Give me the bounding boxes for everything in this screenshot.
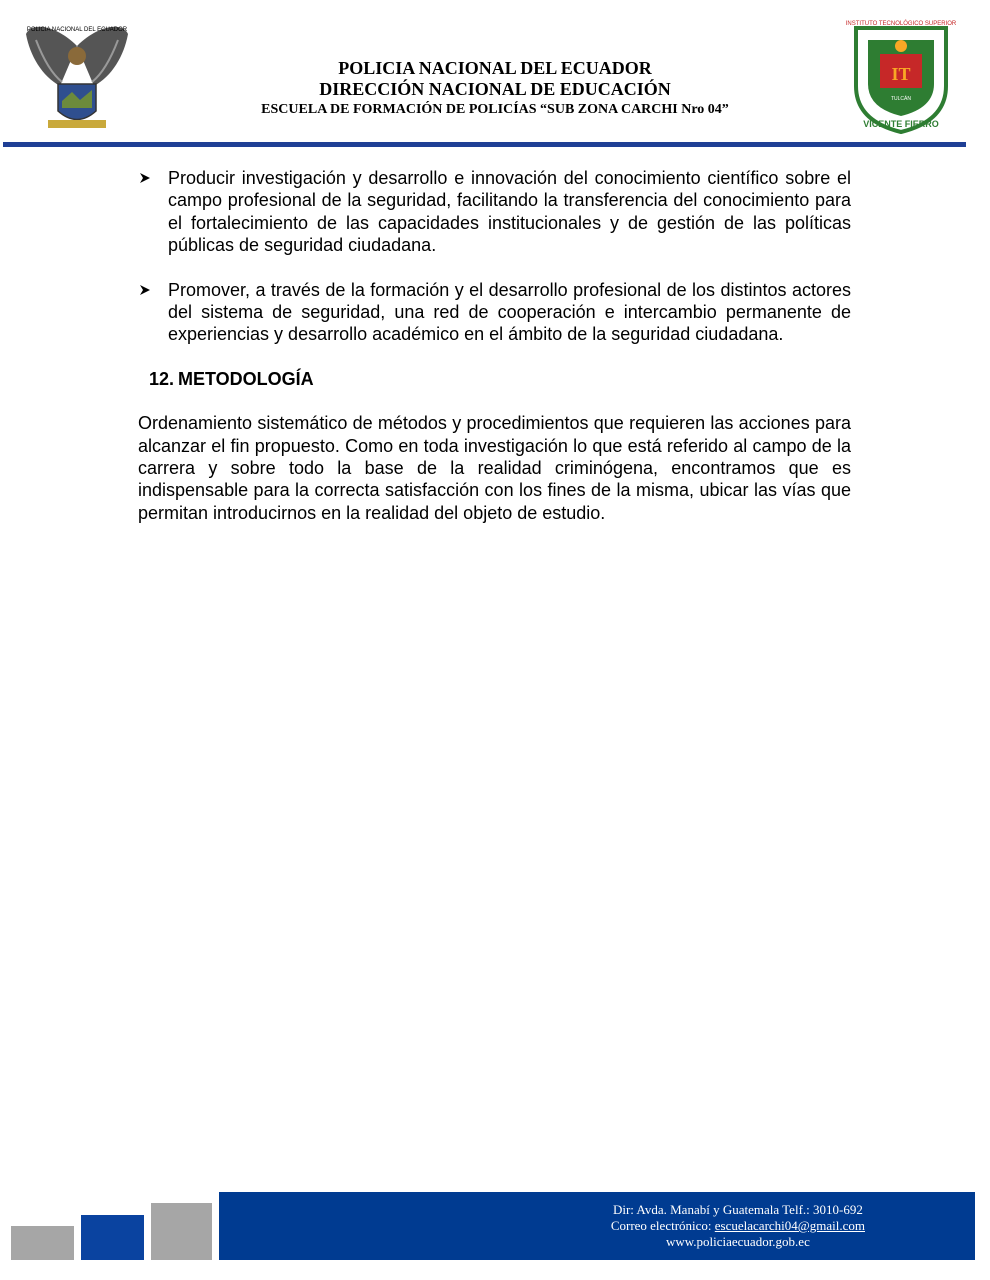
footer-grey-square bbox=[151, 1203, 212, 1260]
footer-email-line bbox=[611, 1218, 865, 1234]
footer-address: Dir: Avda. Manabí y Guatemala Telf.: 3010-692 bbox=[612, 1202, 863, 1217]
section-heading bbox=[138, 368, 851, 390]
arrow-bullet-icon bbox=[138, 279, 152, 301]
section-number: 12. bbox=[149, 368, 175, 389]
letterhead-line-2: DIRECCIÓN NACIONAL DE EDUCACIÓN bbox=[319, 79, 671, 99]
footer-website: www.policiaecuador.gob.ec bbox=[665, 1234, 810, 1249]
document-body bbox=[138, 167, 851, 524]
svg-text:INSTITUTO TECNOLÓGICO SUPERIOR: INSTITUTO TECNOLÓGICO SUPERIOR bbox=[846, 21, 956, 27]
bullet-text: Promover, a través de la formación y el desarrollo profesional de los distintos actores del sistema de seguridad, una red de cooperación e intercambio permanente de experiencias y desarrollo académico en el ámbito de la seguridad ciudadana. bbox=[168, 279, 851, 345]
footer-band bbox=[219, 1192, 975, 1260]
letterhead-line-1: POLICIA NACIONAL DEL ECUADOR bbox=[338, 58, 652, 78]
svg-text:TULCÁN: TULCÁN bbox=[890, 96, 912, 102]
section-title: METODOLOGÍA bbox=[178, 368, 314, 389]
bullet-item bbox=[138, 279, 851, 346]
svg-text:VICENTE FIERRO: VICENTE FIERRO bbox=[863, 119, 939, 129]
footer-grey-square bbox=[11, 1226, 74, 1260]
svg-text:IT: IT bbox=[891, 64, 911, 84]
police-eagle-emblem-icon bbox=[22, 16, 132, 136]
bullet-text: Producir investigación y desarrollo e innovación del conocimiento científico sobre el campo profesional de la seguridad, facilitando la transferencia del conocimiento para el fortalecimiento de las capacidades institucionales y de gestión de las políticas públicas de seguridad ciudadana. bbox=[168, 168, 851, 256]
footer-email-label: Correo electrónico: bbox=[610, 1218, 715, 1233]
letterhead-line-3: ESCUELA DE FORMACIÓN DE POLICÍAS “SUB ZONA CARCHI Nro 04” bbox=[261, 102, 729, 117]
footer-blue-square bbox=[81, 1215, 144, 1260]
methodology-paragraph: Ordenamiento sistemático de métodos y procedimientos que requieren las acciones para alcanzar el fin propuesto. Como en toda investigación lo que está referido al campo de la carrera y sobre todo la base de la realidad criminógena, encontramos que es indispensable para la correcta satisfacción con los fines de la misma, ubicar las vías que permitan introducirnos en la realidad del objeto de estudio. bbox=[138, 413, 851, 523]
bullet-item bbox=[138, 167, 851, 257]
header-divider bbox=[3, 142, 966, 147]
letterhead-title bbox=[150, 58, 840, 120]
svg-text:POLICIA NACIONAL DEL ECUADOR: POLICIA NACIONAL DEL ECUADOR bbox=[26, 27, 128, 33]
footer-email-link[interactable]: escuelacarchi04@gmail.com bbox=[714, 1218, 865, 1233]
arrow-bullet-icon bbox=[138, 167, 152, 189]
institute-crest-icon bbox=[846, 16, 956, 134]
footer-contact bbox=[611, 1202, 865, 1250]
